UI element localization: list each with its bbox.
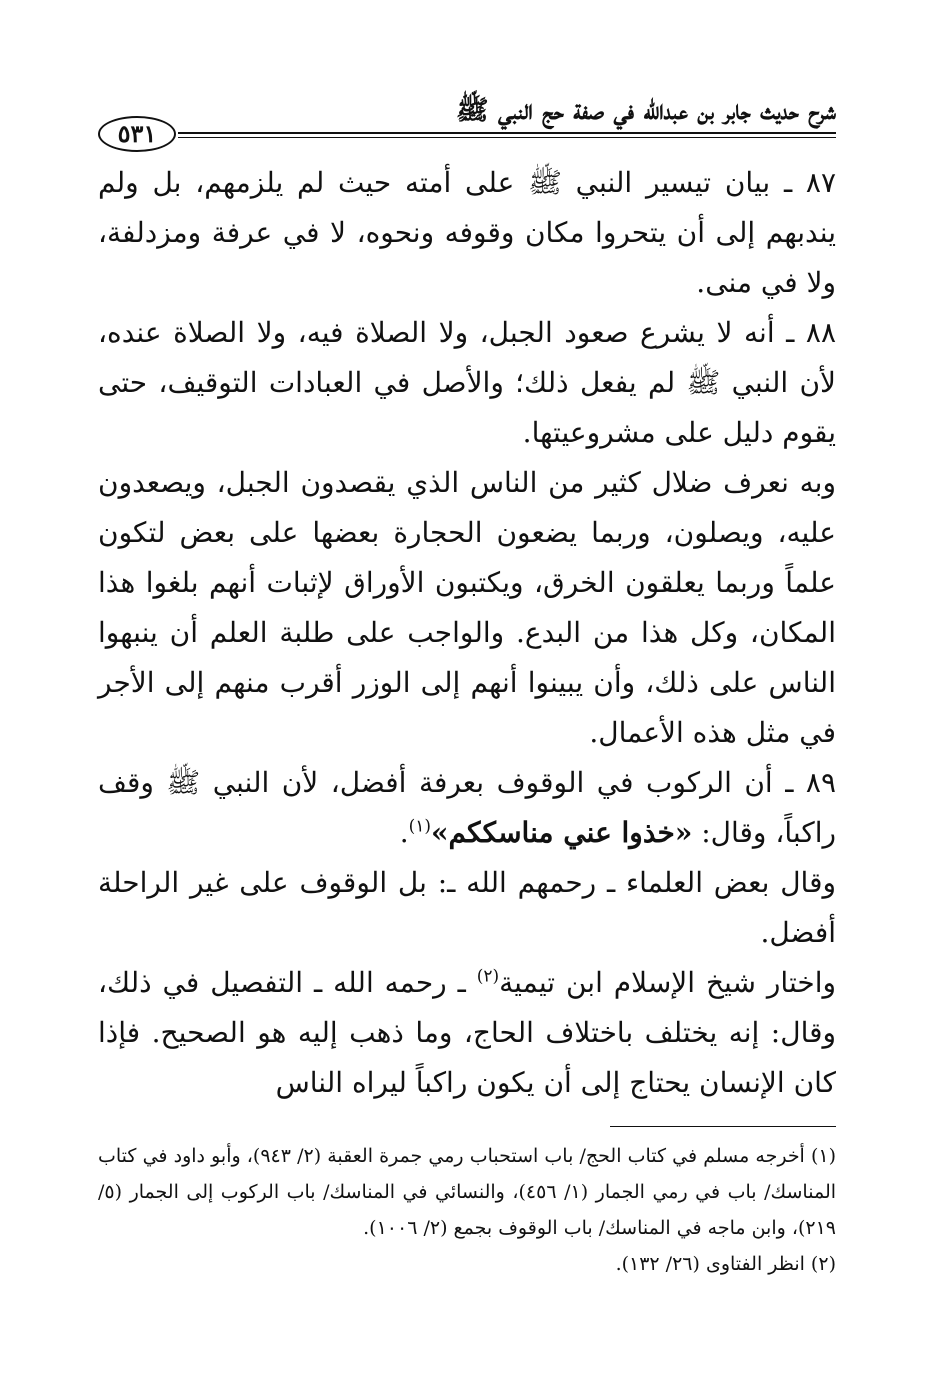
paragraph-text-end: ـ رحمه الله ـ التفصيل في ذلك، وقال: إنه يختلف باختلاف الحاج، وما ذهب إليه هو الصحيح. فإذا كان الإنسان يحتاج إلى أن يكون راكباً ليراه الناس — [98, 966, 837, 1099]
paragraph-89 — [98, 758, 836, 858]
paragraph-ibn-taymiyyah — [98, 958, 836, 1108]
footnote-marker-1[interactable]: (١) — [408, 816, 432, 837]
paragraph-text: واختار شيخ الإسلام ابن تيمية — [499, 966, 837, 999]
paragraph-text: وبه نعرف ضلال كثير من الناس الذي يقصدون الجبل، ويصعدون عليه، ويصلون، وربما يضعون الحجارة بعضها على بعض لتكون علماً وربما يعلقون الخرق، ويكتبون الأوراق لإثبات أنهم بلغوا هذا المكان، وكل هذا من البدع. والواجب على طلبة العلم أن ينبهوا الناس على ذلك، وأن يبينوا أنهم إلى الوزر أقرب منهم إلى الأجر في مثل هذه الأعمال. — [98, 466, 836, 749]
running-header — [98, 94, 836, 148]
header-title: شرح حديث جابر بن عبدالله في صفة حج النبي ﷺ — [455, 95, 836, 126]
hadith-quote: «خذوا عني مناسككم» — [431, 816, 693, 849]
paragraph-text: ٨٩ ـ أن الركوب في الوقوف بعرفة أفضل، لأن النبي ﷺ وقف راكباً، وقال: — [98, 766, 836, 849]
footnotes — [98, 1138, 836, 1282]
paragraph-88 — [98, 308, 836, 458]
footnote-1: (١) أخرجه مسلم في كتاب الحج/ باب استحباب رمي جمرة العقبة (٢/ ٩٤٣)، وأبو داود في كتاب المناسك/ باب في رمي الجمار (١/ ٤٥٦)، والنسائي في المناسك/ باب الركوب إلى الجمار (٥/ ٢١٩)، وابن ماجه في المناسك/ باب الوقوف بجمع (٢/ ١٠٠٦). — [98, 1145, 837, 1239]
footnote-separator — [610, 1126, 836, 1127]
paragraph-text: ٨٧ ـ بيان تيسير النبي ﷺ على أمته حيث لم يلزمهم، بل ولم يندبهم إلى أن يتحروا مكان وقوفه ونحوه، لا في عرفة ومزدلفة، ولا في منى. — [98, 166, 836, 299]
header-rule — [178, 132, 836, 138]
page-number: ٥٣١ — [98, 116, 176, 152]
paragraph-scholars — [98, 858, 836, 958]
footnote-2: (٢) انظر الفتاوى (٢٦/ ١٣٢). — [615, 1253, 836, 1275]
footnote-marker-2[interactable]: (٢) — [476, 966, 500, 987]
paragraph-text: ٨٨ ـ أنه لا يشرع صعود الجبل، ولا الصلاة فيه، ولا الصلاة عنده، لأن النبي ﷺ لم يفعل ذلك؛ والأصل في العبادات التوقيف، حتى يقوم دليل على مشروعيتها. — [98, 316, 836, 449]
paragraph-text-end: . — [399, 816, 409, 849]
paragraph-text: وقال بعض العلماء ـ رحمهم الله ـ: بل الوقوف على غير الراحلة أفضل. — [98, 866, 836, 949]
paragraph-innovation — [98, 458, 836, 758]
paragraph-87 — [98, 158, 836, 308]
body-text — [98, 158, 836, 1108]
